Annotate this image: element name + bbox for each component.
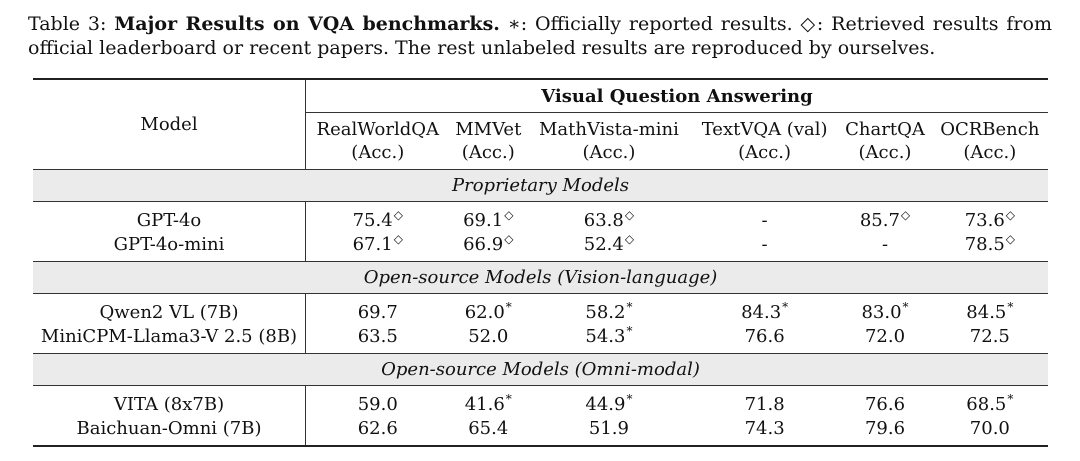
retrieved-marker: ◇ [624,231,635,246]
cell-value: 73.6 [964,209,1005,231]
table-cell [691,386,838,417]
official-marker: * [505,299,512,314]
table-cell [527,386,691,417]
cell-value: 63.8 [583,209,624,231]
table-row [33,294,1048,325]
cell-value: 75.4 [352,209,393,231]
cell-value: - [761,209,768,231]
table-cell [838,386,931,417]
cell-value: 76.6 [864,393,906,415]
official-marker: * [505,391,512,406]
table-row [33,232,1048,262]
table-cell [932,386,1048,417]
table-cell [527,294,691,325]
header-row-group [33,79,1048,113]
table-cell [306,202,450,233]
table-cell [691,294,838,325]
table-cell [450,386,527,417]
retrieved-marker: ◇ [393,231,403,246]
section-title: Proprietary Models [33,170,1048,202]
retrieved-marker: ◇ [1005,231,1015,246]
cell-value: - [881,233,889,255]
section-header-row [33,170,1048,202]
cell-value: 52.0 [468,325,509,347]
table-cell [450,416,527,446]
column-header [306,113,450,170]
column-header [838,113,931,170]
table-cell [838,324,931,354]
table-row [33,202,1048,233]
model-name: MiniCPM-Llama3-V 2.5 (8B) [33,324,306,354]
table-cell [932,202,1048,233]
model-header: Model [33,79,306,170]
retrieved-marker: ◇ [1005,207,1015,222]
caption-label: Table 3: [28,13,107,35]
model-name: Baichuan-Omni (7B) [33,416,306,446]
retrieved-marker: ◇ [504,231,514,246]
table-cell [527,324,691,354]
cell-value: 78.5 [964,233,1005,255]
cell-value: 69.1 [463,209,504,231]
caption-title: Major Results on VQA benchmarks. [114,13,500,35]
retrieved-marker: ◇ [900,207,911,222]
model-name: GPT-4o-mini [33,232,306,262]
cell-value: 59.0 [357,393,398,415]
table-cell [932,294,1048,325]
cell-value: 72.0 [864,325,906,347]
table-cell [306,386,450,417]
table-row [33,416,1048,446]
cell-value: 76.6 [744,325,785,347]
official-marker: * [782,299,789,314]
table-cell [691,416,838,446]
results-table [33,78,1048,447]
cell-value: 79.6 [864,417,906,439]
table-row [33,386,1048,417]
star-symbol: ∗ [507,13,521,35]
column-metric: (Acc.) [858,142,912,163]
table-cell [691,202,838,233]
official-marker: * [626,299,633,314]
column-name: TextVQA (val) [701,119,828,140]
retrieved-marker: ◇ [624,207,635,222]
table-cell [838,416,931,446]
cell-value: 70.0 [969,417,1010,439]
column-name: OCRBench [940,119,1040,140]
cell-value: 68.5 [966,393,1007,415]
official-marker: * [626,391,633,406]
column-name: RealWorldQA [316,119,439,140]
section-header-row [33,262,1048,294]
official-marker: * [902,299,909,314]
table-cell [306,294,450,325]
official-marker: * [626,323,633,338]
table-cell [838,232,931,262]
cell-value: 52.4 [583,233,624,255]
column-header [932,113,1048,170]
star-note: : Officially reported results. [520,13,793,35]
retrieved-marker: ◇ [393,207,403,222]
cell-value: 54.3 [585,325,626,347]
table-row [33,324,1048,354]
section-title: Open-source Models (Vision-language) [33,262,1048,294]
table-cell [450,294,527,325]
table-cell [450,324,527,354]
table-cell [306,324,450,354]
cell-value: 67.1 [352,233,393,255]
column-metric: (Acc.) [461,142,515,163]
table-cell [838,294,931,325]
section-header-row [33,354,1048,386]
table-cell [691,232,838,262]
cell-value: 69.7 [357,301,398,323]
cell-value: 85.7 [859,209,900,231]
column-metric: (Acc.) [963,142,1017,163]
model-name: GPT-4o [33,202,306,233]
column-name: MathVista-mini [538,119,679,140]
cell-value: 62.0 [464,301,505,323]
cell-value: 84.3 [741,301,782,323]
column-metric: (Acc.) [351,142,405,163]
retrieved-marker: ◇ [504,207,514,222]
cell-value: 66.9 [463,233,504,255]
model-name: Qwen2 VL (7B) [33,294,306,325]
table-cell [306,232,450,262]
table-cell [527,202,691,233]
table-cell [838,202,931,233]
column-header [691,113,838,170]
cell-value: 44.9 [585,393,626,415]
cell-value: 63.5 [357,325,398,347]
cell-value: 51.9 [588,417,629,439]
table-cell [527,416,691,446]
diamond-note: : Retrieved results from official leaderboard or recent papers. The rest unlabeled results are reproduced by ourselves. [28,13,1052,59]
column-name: MMVet [455,119,522,140]
column-name: ChartQA [845,119,925,140]
column-header [450,113,527,170]
table-cell [450,202,527,233]
cell-value: 62.6 [357,417,398,439]
diamond-symbol: ◇ [800,13,817,35]
table-cell [932,416,1048,446]
table-cell [691,324,838,354]
column-metric: (Acc.) [582,142,636,163]
table-cell [932,324,1048,354]
cell-value: 83.0 [861,301,902,323]
table-cell [932,232,1048,262]
cell-value: 84.5 [966,301,1007,323]
table-cell [450,232,527,262]
cell-value: 74.3 [744,417,785,439]
cell-value: 41.6 [464,393,505,415]
table-cell [306,416,450,446]
group-header: Visual Question Answering [306,79,1049,113]
cell-value: 72.5 [969,325,1010,347]
cell-value: 58.2 [585,301,626,323]
column-header [527,113,691,170]
cell-value: 65.4 [468,417,509,439]
section-title: Open-source Models (Omni-modal) [33,354,1048,386]
official-marker: * [1007,391,1014,406]
cell-value: 71.8 [744,393,785,415]
table-caption [28,12,1052,60]
model-name: VITA (8x7B) [33,386,306,417]
column-metric: (Acc.) [738,142,792,163]
cell-value: - [761,233,768,255]
official-marker: * [1007,299,1014,314]
table-cell [527,232,691,262]
